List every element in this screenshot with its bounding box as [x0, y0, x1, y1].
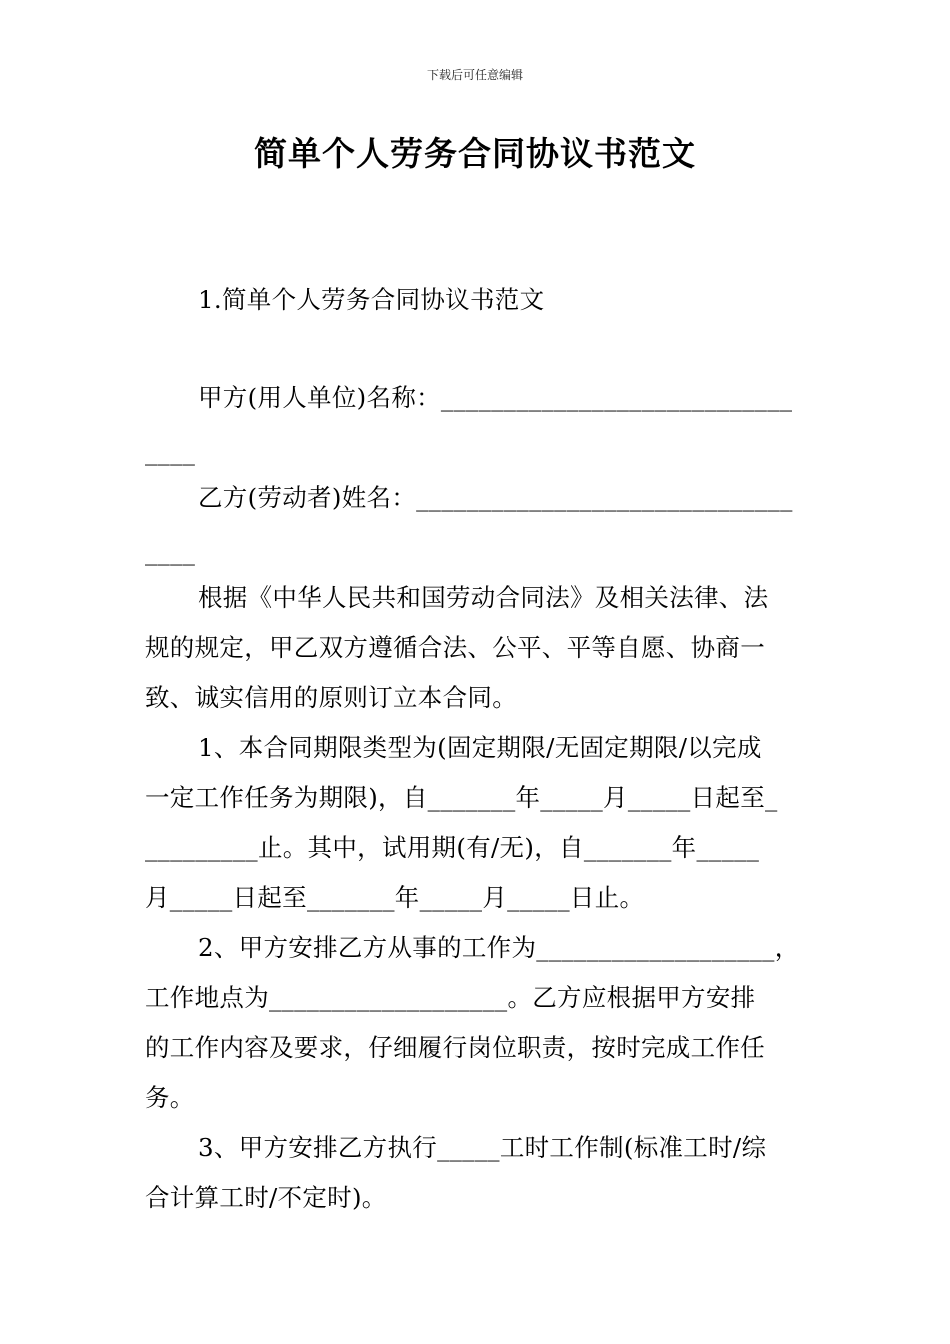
paragraph-line: 致、诚实信用的原则订立本合同。 [145, 683, 517, 712]
party-a-line-cont: ____ [145, 437, 196, 466]
clause-2-line: 务。 [145, 1083, 195, 1112]
paragraph-line: 规的规定，甲乙双方遵循合法、公平、平等自愿、协商一 [145, 633, 765, 662]
clause-2-line: 2、甲方安排乙方从事的工作为___________________， [198, 933, 800, 962]
document-title: 简单个人劳务合同协议书范文 [254, 134, 696, 173]
section-heading: 1.简单个人劳务合同协议书范文 [198, 285, 545, 314]
clause-2-line: 的工作内容及要求，仔细履行岗位职责，按时完成工作任 [145, 1033, 765, 1062]
party-b-line: 乙方(劳动者)姓名：______________________________ [198, 483, 793, 512]
paragraph-line: 根据《中华人民共和国劳动合同法》及相关法律、法 [198, 583, 769, 612]
clause-2-line: 工作地点为___________________。乙方应根据甲方安排 [145, 983, 756, 1012]
clause-3-line: 合计算工时/不定时)。 [145, 1183, 387, 1212]
clause-1-line: 一定工作任务为期限)，自_______年_____月_____日起至_ [145, 783, 778, 812]
party-b-line-cont: ____ [145, 537, 196, 566]
clause-1-line: _________止。其中，试用期(有/无)，自_______年_____ [145, 833, 760, 862]
party-a-line: 甲方(用人单位)名称：____________________________ [198, 383, 793, 412]
clause-1-line: 1、本合同期限类型为(固定期限/无固定期限/以完成 [198, 733, 762, 762]
header-note: 下载后可任意编辑 [426, 68, 523, 82]
clause-1-line: 月_____日起至_______年_____月_____日止。 [145, 883, 645, 912]
clause-3-line: 3、甲方安排乙方执行_____工时工作制(标准工时/综 [198, 1133, 767, 1162]
